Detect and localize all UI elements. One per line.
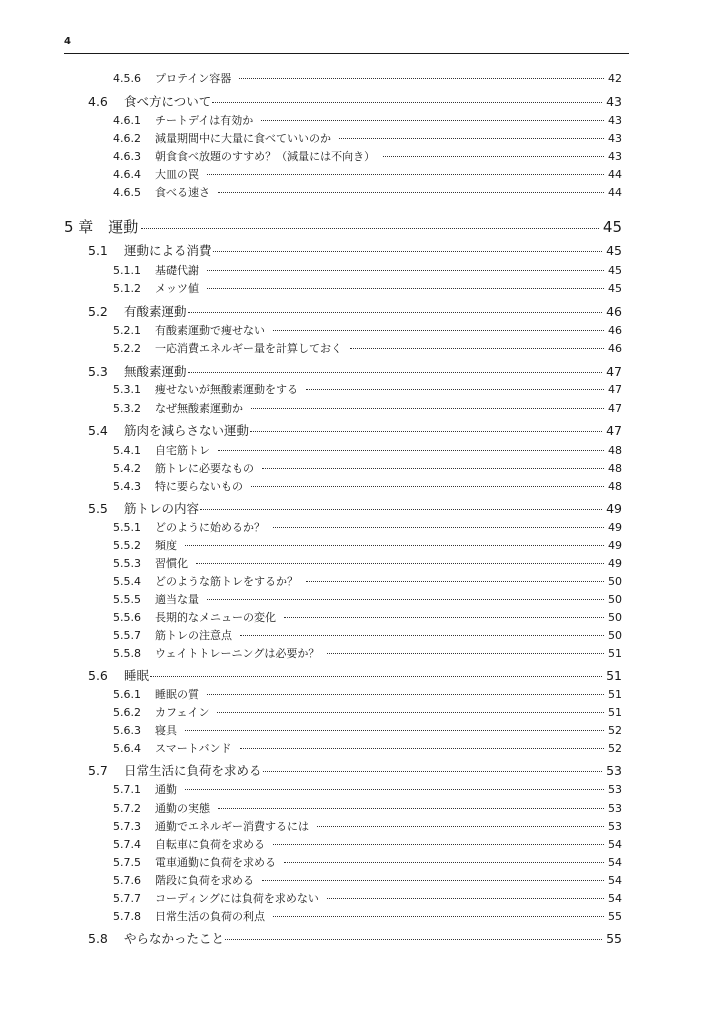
dot-leader <box>273 527 604 528</box>
toc-entry-page: 51 <box>608 647 622 660</box>
toc-entry-title: 日常生活の負荷の利点 <box>155 910 265 923</box>
toc-entry-title: 階段に負荷を求める <box>155 874 254 887</box>
toc-entry-page: 46 <box>608 342 622 355</box>
toc-entry-page: 43 <box>608 132 622 145</box>
toc-entry-title: 筋トレに必要なもの <box>155 462 254 475</box>
dot-leader <box>218 808 604 809</box>
toc-entry-number: 4.5.6 <box>113 72 141 85</box>
dot-leader <box>207 174 604 175</box>
toc-entry-title: 筋トレの内容 <box>124 501 200 516</box>
toc-entry <box>113 166 622 182</box>
toc-entry-title: ウェイトトレーニングは必要か？ <box>155 647 320 660</box>
toc-entry-title: 運動による消費 <box>124 243 212 258</box>
toc-entry-title: 基礎代謝 <box>155 264 199 277</box>
toc-entry-page: 51 <box>608 706 622 719</box>
toc-entry-page: 53 <box>606 763 622 778</box>
toc-entry-number: 4.6.5 <box>113 186 141 199</box>
toc-entry <box>113 148 622 164</box>
toc-entry-number: 5.1.2 <box>113 282 141 295</box>
toc-entry <box>113 442 622 458</box>
dot-leader <box>306 389 604 390</box>
toc-entry-title: 朝食食べ放題のすすめ？（減量には不向き） <box>155 150 376 163</box>
toc-entry-title: チートデイは有効か <box>155 114 254 127</box>
toc-entry-title: 有酸素運動で痩せない <box>155 324 265 337</box>
toc-entry-number: 5.4.2 <box>113 462 141 475</box>
toc-entry-page: 45 <box>608 264 622 277</box>
dot-leader <box>339 138 604 139</box>
toc-entry-number: 5.5.4 <box>113 575 141 588</box>
toc-entry-title: 大皿の罠 <box>155 168 199 181</box>
toc-entry-page: 45 <box>602 218 622 236</box>
toc-entry-title: メッツ値 <box>155 282 199 295</box>
toc-entry-number: 5.5.7 <box>113 629 141 642</box>
page-number: 4 <box>64 36 71 47</box>
toc-entry-number: 5.7.1 <box>113 783 141 796</box>
toc-entry <box>113 112 622 128</box>
toc-entry <box>113 537 622 553</box>
toc-entry <box>113 519 622 535</box>
toc-entry <box>113 908 622 924</box>
dot-leader <box>251 408 604 409</box>
toc-entry <box>113 627 622 643</box>
toc-entry-number: 5.6 <box>88 668 108 683</box>
toc-entry <box>113 740 622 756</box>
toc-entry <box>113 890 622 906</box>
dot-leader <box>188 312 603 313</box>
toc-entry-page: 50 <box>608 593 622 606</box>
dot-leader <box>150 676 602 677</box>
toc-entry-number: 5.7.2 <box>113 802 141 815</box>
toc-entry-title: カフェイン <box>155 706 210 719</box>
toc-entry-page: 51 <box>608 688 622 701</box>
toc-entry-title: 通勤の実態 <box>155 802 210 815</box>
toc-entry-number: 5.4.3 <box>113 480 141 493</box>
toc-entry-page: 50 <box>608 629 622 642</box>
toc-entry <box>88 666 622 684</box>
toc-entry-title: 痩せないが無酸素運動をする <box>155 383 298 396</box>
dot-leader <box>185 545 604 546</box>
toc-entry-title: 日常生活に負荷を求める <box>124 763 262 778</box>
toc-entry-number: 5.3.2 <box>113 402 141 415</box>
toc-entry-page: 49 <box>606 501 622 516</box>
toc-entry-number: 5.7.5 <box>113 856 141 869</box>
toc-entry <box>113 460 622 476</box>
toc-entry <box>113 854 622 870</box>
toc-entry <box>113 340 622 356</box>
toc-entry-number: 4.6.1 <box>113 114 141 127</box>
toc-entry-title: 筋トレの注意点 <box>155 629 232 642</box>
toc-entry <box>113 70 622 86</box>
toc-entry-number: 5.5.6 <box>113 611 141 624</box>
toc-entry <box>113 781 622 797</box>
dot-leader <box>207 599 604 600</box>
toc-entry-page: 54 <box>608 892 622 905</box>
toc-entry-number: 4.6.4 <box>113 168 141 181</box>
toc-entry-page: 44 <box>608 168 622 181</box>
toc-entry-title: 通勤でエネルギー消費するには <box>155 820 309 833</box>
toc-entry-page: 44 <box>608 186 622 199</box>
toc-entry-page: 42 <box>608 72 622 85</box>
header-rule <box>64 53 629 54</box>
toc-entry-page: 47 <box>606 423 622 438</box>
toc-entry <box>88 362 622 380</box>
toc-entry-page: 49 <box>608 539 622 552</box>
toc-entry <box>113 872 622 888</box>
toc-entry-number: 5.2.1 <box>113 324 141 337</box>
toc-entry-number: 5.4.1 <box>113 444 141 457</box>
toc-entry-title: 有酸素運動 <box>124 304 187 319</box>
toc-entry-page: 48 <box>608 444 622 457</box>
toc-entry <box>113 262 622 278</box>
toc-entry-title: 睡眠の質 <box>155 688 199 701</box>
toc-entry-page: 49 <box>608 557 622 570</box>
toc-entry <box>113 722 622 738</box>
toc-entry-title: 5 章 運動 <box>64 218 139 236</box>
toc-entry <box>113 555 622 571</box>
dot-leader <box>327 653 604 654</box>
dot-leader <box>188 372 603 373</box>
toc-entry <box>113 686 622 702</box>
dot-leader <box>207 288 604 289</box>
toc-entry-page: 48 <box>608 462 622 475</box>
toc-entry-title: やらなかったこと <box>124 931 225 946</box>
toc-entry-title: どのような筋トレをするか？ <box>155 575 298 588</box>
toc-entry-title: 睡眠 <box>124 668 150 683</box>
toc-entry-title: どのように始めるか？ <box>155 521 265 534</box>
toc-entry-page: 43 <box>606 94 622 109</box>
toc-entry <box>113 818 622 834</box>
toc-entry-page: 48 <box>608 480 622 493</box>
toc-entry-number: 5.3.1 <box>113 383 141 396</box>
toc-entry-number: 5.6.3 <box>113 724 141 737</box>
toc-entry-title: スマートバンド <box>155 742 232 755</box>
toc-entry-page: 50 <box>608 611 622 624</box>
dot-leader <box>273 916 604 917</box>
toc-entry-number: 5.7.4 <box>113 838 141 851</box>
dot-leader <box>284 862 604 863</box>
toc-entry-number: 5.1.1 <box>113 264 141 277</box>
toc-entry-title: 無酸素運動 <box>124 364 187 379</box>
toc-entry-number: 5.5.8 <box>113 647 141 660</box>
toc-entry-title: コーディングには負荷を求めない <box>155 892 319 905</box>
dot-leader <box>240 635 604 636</box>
toc-entry <box>113 478 622 494</box>
toc-entry <box>64 216 622 237</box>
toc-entry-page: 52 <box>608 724 622 737</box>
toc-entry-page: 55 <box>608 910 622 923</box>
toc-entry-page: 52 <box>608 742 622 755</box>
dot-leader <box>263 771 603 772</box>
dot-leader <box>383 156 604 157</box>
toc-entry <box>113 381 622 397</box>
toc-entry-number: 5.7.6 <box>113 874 141 887</box>
dot-leader <box>196 563 604 564</box>
dot-leader <box>239 78 604 79</box>
toc-entry-page: 54 <box>608 838 622 851</box>
dot-leader <box>213 251 603 252</box>
toc-entry-page: 53 <box>608 783 622 796</box>
toc-entry-page: 43 <box>608 150 622 163</box>
dot-leader <box>250 431 602 432</box>
toc-entry-page: 53 <box>608 802 622 815</box>
dot-leader <box>251 486 604 487</box>
toc-entry-title: 寝具 <box>155 724 177 737</box>
toc-entry-number: 4.6.3 <box>113 150 141 163</box>
toc-entry <box>88 499 622 517</box>
toc-entry-page: 51 <box>606 668 622 683</box>
toc-entry <box>113 322 622 338</box>
toc-entry-title: 長期的なメニューの変化 <box>155 611 276 624</box>
toc-entry-page: 55 <box>606 931 622 946</box>
dot-leader <box>273 844 604 845</box>
toc-entry-title: 習慣化 <box>155 557 188 570</box>
toc-entry-title: 食べる速さ <box>155 186 210 199</box>
dot-leader <box>262 880 604 881</box>
dot-leader <box>212 102 602 103</box>
dot-leader <box>350 348 604 349</box>
toc-entry-number: 5.1 <box>88 243 108 258</box>
toc-entry-number: 5.8 <box>88 931 108 946</box>
dot-leader <box>217 712 604 713</box>
toc-entry <box>113 591 622 607</box>
toc-entry-title: 適当な量 <box>155 593 199 606</box>
toc-entry-number: 5.5 <box>88 501 108 516</box>
toc-entry <box>113 280 622 296</box>
toc-entry <box>88 421 622 439</box>
toc-entry-page: 45 <box>608 282 622 295</box>
toc-entry-title: 頻度 <box>155 539 177 552</box>
toc-entry-number: 5.6.4 <box>113 742 141 755</box>
toc-entry-number: 5.6.1 <box>113 688 141 701</box>
toc-entry-title: 自転車に負荷を求める <box>155 838 265 851</box>
toc-entry <box>113 573 622 589</box>
toc-entry-title: 自宅筋トレ <box>155 444 210 457</box>
dot-leader <box>262 468 604 469</box>
dot-leader <box>218 450 604 451</box>
toc-entry <box>113 645 622 661</box>
toc-entry-title: 一応消費エネルギー量を計算しておく <box>155 342 342 355</box>
toc-entry-number: 5.7.8 <box>113 910 141 923</box>
dot-leader <box>284 617 604 618</box>
toc-entry-page: 50 <box>608 575 622 588</box>
toc-entry-page: 53 <box>608 820 622 833</box>
toc-entry-number: 5.5.5 <box>113 593 141 606</box>
toc-entry-number: 5.5.3 <box>113 557 141 570</box>
toc-entry-number: 5.7 <box>88 763 108 778</box>
toc-entry-page: 54 <box>608 856 622 869</box>
dot-leader <box>141 228 599 229</box>
toc-entry-title: プロテイン容器 <box>155 72 232 85</box>
toc-entry-page: 54 <box>608 874 622 887</box>
toc-entry-title: 電車通勤に負荷を求める <box>155 856 276 869</box>
toc-entry-number: 5.2 <box>88 304 108 319</box>
dot-leader <box>207 694 604 695</box>
toc-entry-page: 43 <box>608 114 622 127</box>
toc-entry <box>88 302 622 320</box>
toc-entry-page: 46 <box>606 304 622 319</box>
dot-leader <box>306 581 604 582</box>
toc-entry-title: なぜ無酸素運動か <box>155 402 243 415</box>
dot-leader <box>225 939 602 940</box>
toc-entry <box>88 761 622 779</box>
dot-leader <box>185 730 604 731</box>
toc-entry-number: 5.3 <box>88 364 108 379</box>
dot-leader <box>185 789 604 790</box>
toc-entry <box>113 130 622 146</box>
dot-leader <box>207 270 604 271</box>
dot-leader <box>273 330 604 331</box>
toc-entry <box>113 800 622 816</box>
toc-entry-number: 5.6.2 <box>113 706 141 719</box>
toc-entry-page: 47 <box>608 383 622 396</box>
dot-leader <box>218 192 604 193</box>
toc-entry-number: 5.5.1 <box>113 521 141 534</box>
toc-entry <box>113 704 622 720</box>
toc-entry-title: 通勤 <box>155 783 177 796</box>
toc-entry-number: 5.7.7 <box>113 892 141 905</box>
toc-entry-number: 4.6.2 <box>113 132 141 145</box>
toc-entry <box>113 400 622 416</box>
toc-entry <box>113 609 622 625</box>
toc-entry <box>88 241 622 259</box>
toc-entry-page: 49 <box>608 521 622 534</box>
dot-leader <box>240 748 604 749</box>
toc-entry <box>88 929 622 947</box>
toc-entry-title: 筋肉を減らさない運動 <box>124 423 250 438</box>
dot-leader <box>327 898 604 899</box>
toc-entry-page: 46 <box>608 324 622 337</box>
toc-entry-page: 47 <box>608 402 622 415</box>
toc-entry-number: 5.4 <box>88 423 108 438</box>
toc-entry-number: 5.5.2 <box>113 539 141 552</box>
dot-leader <box>261 120 604 121</box>
toc-entry-page: 47 <box>606 364 622 379</box>
toc-entry <box>113 184 622 200</box>
toc-entry-number: 5.2.2 <box>113 342 141 355</box>
toc-entry-title: 食べ方について <box>124 94 212 109</box>
toc-entry-number: 4.6 <box>88 94 108 109</box>
toc-entry-title: 特に要らないもの <box>155 480 243 493</box>
toc-entry-number: 5.7.3 <box>113 820 141 833</box>
toc-entry <box>113 836 622 852</box>
dot-leader <box>200 509 602 510</box>
toc-entry-title: 減量期間中に大量に食べていいのか <box>155 132 331 145</box>
toc-entry-page: 45 <box>606 243 622 258</box>
dot-leader <box>317 826 604 827</box>
toc-entry <box>88 92 622 110</box>
